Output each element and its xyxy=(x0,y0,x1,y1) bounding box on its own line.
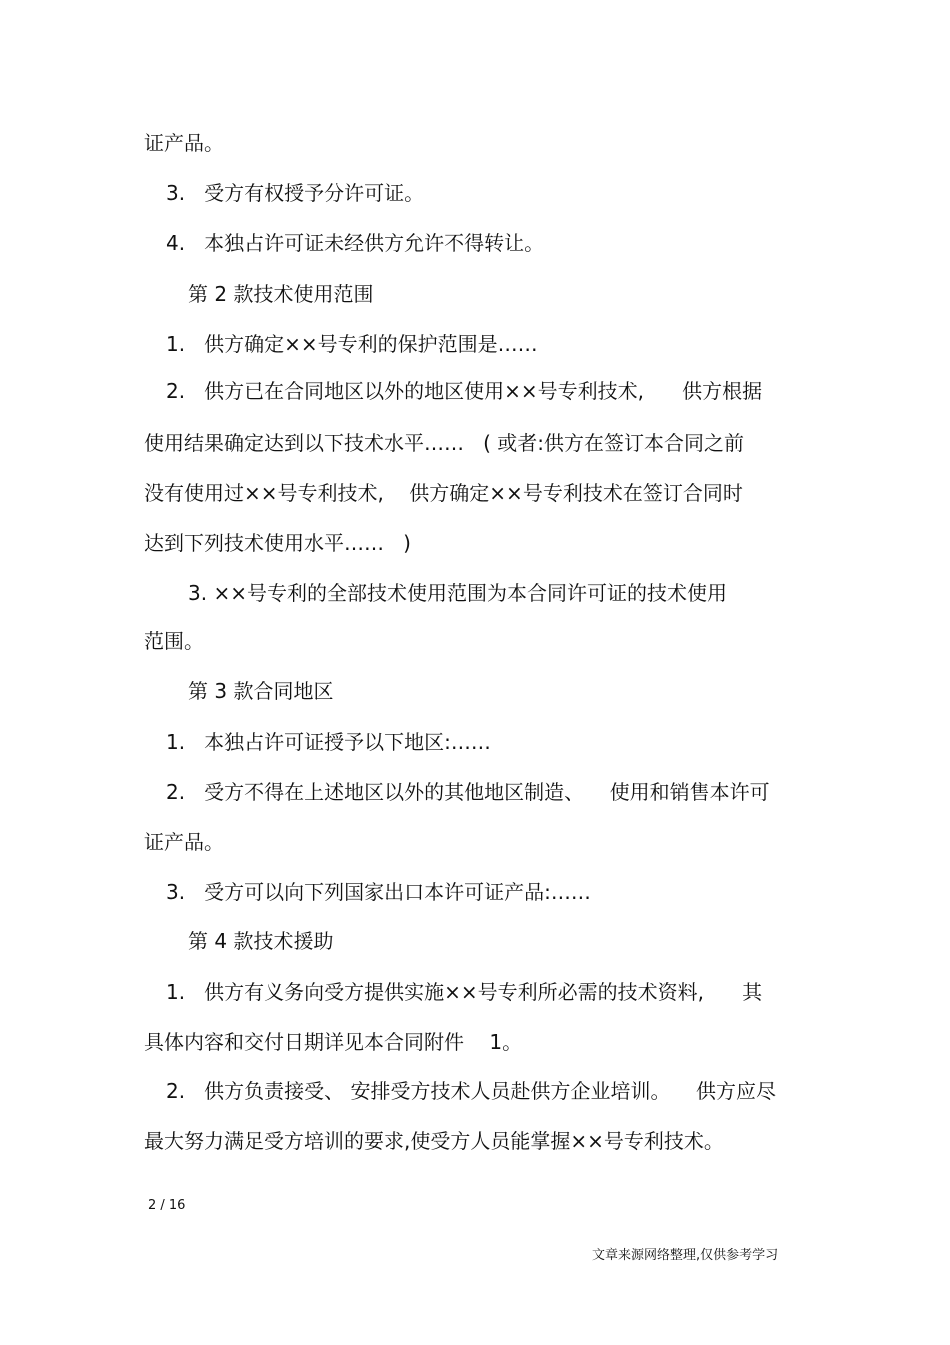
text-line: 证产品。 xyxy=(144,830,224,854)
text-line: 2. 供方负责接受、 安排受方技术人员赴供方企业培训。 供方应尽 xyxy=(166,1079,776,1103)
section-heading: 第 3 款合同地区 xyxy=(188,679,334,703)
text-line: 达到下列技术使用水平…… ) xyxy=(144,531,411,555)
text-line: 最大努力满足受方培训的要求,使受方人员能掌握××号专利技术。 xyxy=(144,1129,724,1153)
text-line: 2. 供方已在合同地区以外的地区使用××号专利技术, 供方根据 xyxy=(166,379,763,403)
text-line: 3. ××号专利的全部技术使用范围为本合同许可证的技术使用 xyxy=(188,581,727,605)
page-number: 2 / 16 xyxy=(148,1198,186,1213)
section-heading: 第 4 款技术援助 xyxy=(188,929,334,953)
text-line: 3. 受方有权授予分许可证。 xyxy=(166,181,425,205)
text-line: 没有使用过××号专利技术, 供方确定××号专利技术在签订合同时 xyxy=(144,481,743,505)
text-line: 证产品。 xyxy=(144,131,224,155)
text-line: 3. 受方可以向下列国家出口本许可证产品:…… xyxy=(166,880,591,904)
section-heading: 第 2 款技术使用范围 xyxy=(188,282,374,306)
text-line: 范围。 xyxy=(144,629,204,653)
text-line: 4. 本独占许可证未经供方允许不得转让。 xyxy=(166,231,545,255)
text-line: 1. 本独占许可证授予以下地区:…… xyxy=(166,730,491,754)
text-line: 具体内容和交付日期详见本合同附件 1。 xyxy=(144,1030,523,1054)
text-line: 1. 供方确定××号专利的保护范围是…… xyxy=(166,332,538,356)
footer-note: 文章来源网络整理,仅供参考学习 xyxy=(592,1248,779,1263)
text-line: 使用结果确定达到以下技术水平…… ( 或者:供方在签订本合同之前 xyxy=(144,431,744,455)
text-line: 1. 供方有义务向受方提供实施××号专利所必需的技术资料, 其 xyxy=(166,980,763,1004)
text-line: 2. 受方不得在上述地区以外的其他地区制造、 使用和销售本许可 xyxy=(166,780,770,804)
